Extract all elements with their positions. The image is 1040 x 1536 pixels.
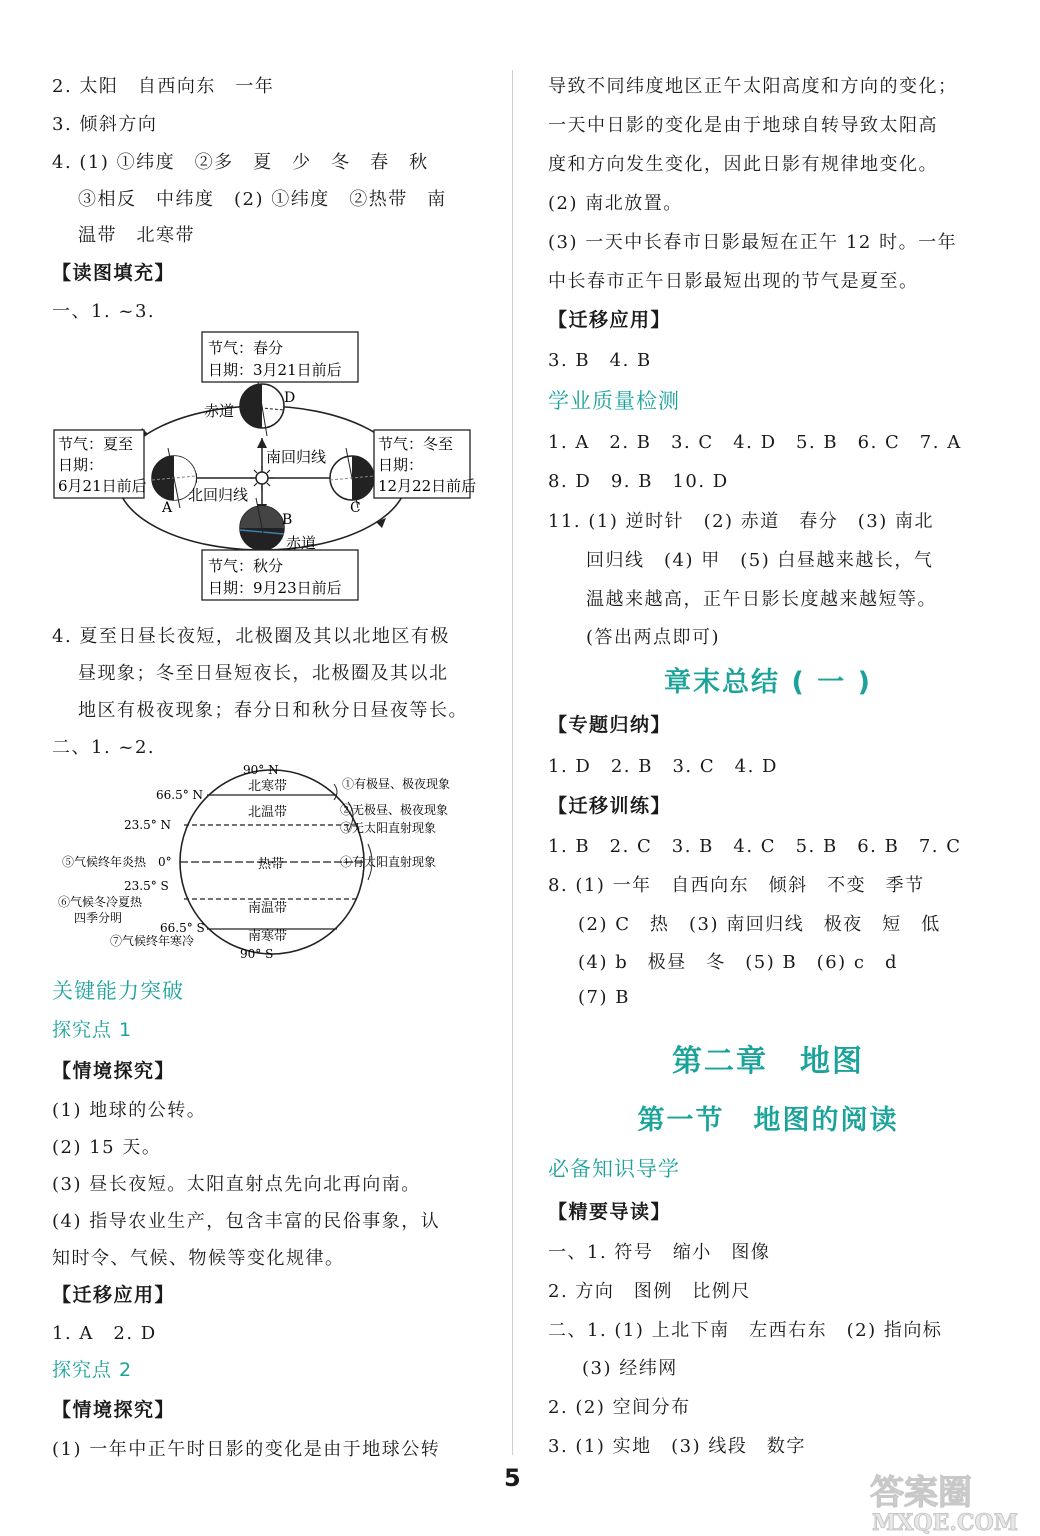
lat-665n: 66.5° N: [156, 788, 204, 802]
right-box-season: 节气：冬至: [378, 435, 454, 453]
left-box-date: 6月21日前后: [58, 477, 147, 495]
heading-key-ability: 关键能力突破: [52, 979, 184, 1003]
svg-text:MXQE.COM: MXQE.COM: [872, 1510, 1019, 1534]
position-c: C: [350, 500, 361, 516]
earth-c: [330, 448, 374, 508]
answer-line: 知时令、气候、物候等变化规律。: [52, 1248, 345, 1269]
top-box-date: 日期：3月21日前后: [208, 361, 342, 379]
answer-line: 4. (1) ①纬度 ②多 夏 少 冬 春 秋: [52, 152, 429, 173]
answer-line: 昼现象；冬至日昼短夜长，北极圈及其以北: [78, 663, 449, 684]
zone-tropical: 热带: [258, 857, 285, 872]
top-box-season: 节气：春分: [208, 339, 284, 357]
heading-section-1: 第一节 地图的阅读: [637, 1105, 899, 1136]
answer-line: 3. 倾斜方向: [52, 114, 158, 135]
section-heading-read-fill: 【读图填充】: [52, 262, 176, 284]
section-heading-situation-1: 【情境探究】: [52, 1060, 176, 1082]
page-number: 5: [504, 1464, 521, 1492]
heading-quality-check: 学业质量检测: [548, 389, 680, 413]
answer-line: 2. 方向 图例 比例尺: [548, 1281, 751, 1302]
zone-north-frigid: 北寒带: [248, 779, 288, 794]
heading-chapter-summary: 章末总结 ( 一 ): [664, 667, 872, 698]
answer-line: (7) B: [578, 987, 630, 1008]
right-box-date: 12月22日前后: [378, 477, 477, 495]
column-divider: [512, 70, 513, 1455]
answer-line: 1. D 2. B 3. C 4. D: [548, 756, 778, 777]
answer-line: 8. (1) 一年 自西向东 倾斜 不变 季节: [548, 875, 925, 896]
note-four-seasons-2: 四季分明: [74, 911, 123, 925]
note-no-direct-sun: ③无太阳直射现象: [340, 821, 437, 835]
answer-line: 中长春市正午日影最短出现的节气是夏至。: [548, 271, 919, 292]
section-heading-transfer-1: 【迁移应用】: [52, 1284, 176, 1306]
answer-line: (4) 指导农业生产，包含丰富的民俗事象，认: [52, 1211, 441, 1232]
answer-line: (1) 地球的公转。: [52, 1100, 207, 1121]
answer-line: 导致不同纬度地区正午太阳高度和方向的变化；: [548, 76, 958, 97]
right-box-label: 日期：: [378, 456, 424, 474]
answer-line: 1. A 2. B 3. C 4. D 5. B 6. C 7. A: [548, 432, 962, 453]
watermark-logo: [868, 1468, 1028, 1534]
lat-90n: 90° N: [243, 763, 279, 777]
lat-90s: 90° S: [240, 947, 274, 961]
bottom-box-season: 节气：秋分: [208, 557, 284, 575]
revolution-diagram: [52, 328, 482, 608]
section-heading-guide: 【精要导读】: [548, 1201, 672, 1223]
note-direct-sun: ④有太阳直射现象: [340, 855, 437, 869]
zone-south-frigid: 南寒带: [248, 929, 288, 944]
equator-label-bottom: 赤道: [286, 534, 317, 552]
answer-line: 11. (1) 逆时针 (2) 赤道 春分 (3) 南北: [548, 511, 935, 532]
lat-665s: 66.5° S: [160, 921, 205, 935]
answer-line: 地区有极夜现象；春分日和秋分日昼夜等长。: [78, 700, 468, 721]
left-box-label: 日期：: [58, 456, 104, 474]
answer-line: (4) b 极昼 冬 (5) B (6) c d: [578, 952, 899, 973]
answer-line: ③相反 中纬度 (2) ①纬度 ②热带 南: [78, 189, 447, 210]
section-heading-situation-2: 【情境探究】: [52, 1399, 176, 1421]
zone-north-temperate: 北温带: [248, 805, 288, 820]
answer-line: 温越来越高，正午日影长度越来越短等。: [586, 589, 937, 610]
equator-label-top: 赤道: [204, 402, 235, 420]
position-b: B: [282, 512, 293, 528]
answer-line: 一、1. 符号 缩小 图像: [548, 1242, 771, 1263]
answer-line: 2. 太阳 自西向东 一年: [52, 76, 275, 97]
south-tropic-label: 南回归线: [266, 448, 327, 466]
heading-explore-point-2: 探究点 2: [52, 1359, 133, 1381]
answer-line: (2) 15 天。: [52, 1137, 162, 1158]
answer-line: (2) 南北放置。: [548, 193, 683, 214]
note-polar-day-night: ①有极昼、极夜现象: [342, 777, 451, 791]
north-tropic-label: 北回归线: [188, 486, 249, 504]
lat-0: 0°: [158, 855, 172, 869]
answer-line: 一、1. ~3.: [52, 301, 156, 322]
zone-south-temperate: 南温带: [248, 901, 288, 916]
answer-line: (3) 昼长夜短。太阳直射点先向北再向南。: [52, 1174, 421, 1195]
heading-chapter-2: 第二章 地图: [672, 1044, 864, 1079]
lat-235s: 23.5° S: [124, 879, 169, 893]
answer-line: 度和方向发生变化，因此日影有规律地变化。: [548, 154, 938, 175]
answer-line: 8. D 9. B 10. D: [548, 471, 729, 492]
svg-text:答案圈: 答案圈: [870, 1473, 972, 1513]
answer-line: (2) C 热 (3) 南回归线 极夜 短 低: [578, 914, 941, 935]
answer-line: 2. (2) 空间分布: [548, 1397, 691, 1418]
answer-line: 1. A 2. D: [52, 1323, 157, 1344]
answer-line: 3. (1) 实地 (3) 线段 数字: [548, 1436, 806, 1457]
answer-line: 4. 夏至日昼长夜短，北极圈及其以北地区有极: [52, 626, 450, 647]
heading-explore-point-1: 探究点 1: [52, 1019, 133, 1041]
answer-line: (1) 一年中正午时日影的变化是由于地球公转: [52, 1439, 441, 1460]
answer-line: 3. B 4. B: [548, 350, 652, 371]
note-no-polar-day-night: ②无极昼、极夜现象: [340, 803, 449, 817]
left-box-season: 节气：夏至: [58, 435, 134, 453]
answer-line: 温带 北寒带: [78, 225, 195, 246]
answer-line: 1. B 2. C 3. B 4. C 5. B 6. B 7. C: [548, 836, 962, 857]
answer-line: (3) 经纬网: [582, 1358, 678, 1379]
lat-235n: 23.5° N: [124, 818, 172, 832]
answer-line: 回归线 (4) 甲 (5) 白昼越来越长，气: [586, 550, 934, 571]
answer-line: 二、1. ~2.: [52, 737, 156, 758]
answer-line: 一天中日影的变化是由于地球自转导致太阳高: [548, 115, 938, 136]
section-heading-transfer-2: 【迁移应用】: [548, 309, 672, 331]
earth-d: [240, 376, 284, 436]
note-cold-all-year: ⑦气候终年寒冷: [110, 934, 195, 948]
section-heading-topic: 【专题归纳】: [548, 714, 672, 736]
bottom-box-date: 日期：9月23日前后: [208, 579, 342, 597]
position-d: D: [284, 390, 296, 406]
position-a: A: [162, 500, 173, 516]
note-hot-all-year: ⑤气候终年炎热: [62, 855, 147, 869]
section-heading-transfer-training: 【迁移训练】: [548, 795, 672, 817]
answer-line: (3) 一天中长春市日影最短在正午 12 时。一年: [548, 232, 958, 253]
answer-line: 二、1. (1) 上北下南 左西右东 (2) 指向标: [548, 1320, 943, 1341]
answer-line: (答出两点即可): [586, 627, 721, 648]
note-four-seasons: ⑥气候冬冷夏热: [58, 895, 143, 909]
climate-zone-diagram: [52, 762, 482, 962]
heading-essential-knowledge: 必备知识导学: [548, 1157, 680, 1181]
